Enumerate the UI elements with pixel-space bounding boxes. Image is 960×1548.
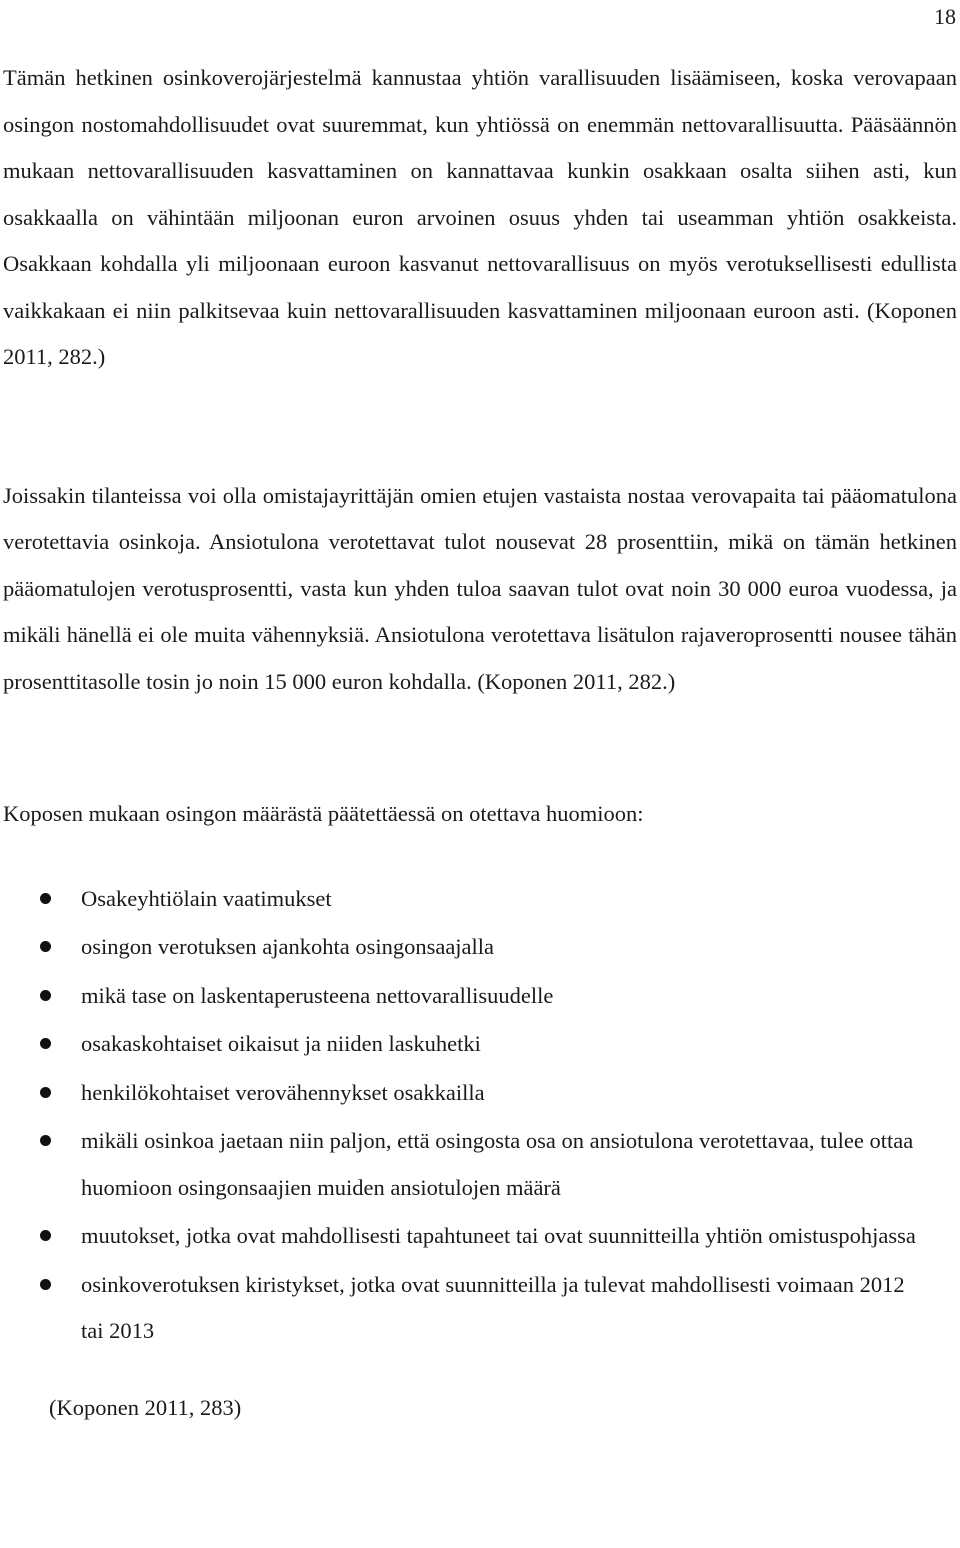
bullet-icon [40,1087,51,1098]
list-item-text: osinkoverotuksen kiristykset, jotka ovat suunnitteilla ja tulevat mahdollisesti voimaan 2012 tai 2013 [81,1271,905,1343]
bullet-icon [40,941,51,952]
list-item [3,1213,957,1260]
bullet-icon [40,1135,51,1146]
list-item-text: osakaskohtaiset oikaisut ja niiden laskuhetki [81,1031,481,1056]
list-item-text: osingon verotuksen ajankohta osingonsaajalla [81,934,495,959]
list-item [3,1021,957,1068]
list-item-text: mikä tase on laskentaperusteena nettovarallisuudelle [81,982,554,1008]
page-number: 18 [934,4,956,29]
bullet-icon [40,893,51,904]
paragraph-dividend-tax-system: Tämän hetkinen osinkoverojärjestelmä kannustaa yhtiön varallisuuden lisäämiseen, koska verovapaan osingon nostomahdollisuudet ovat suuremmat, kun yhtiössä on enemmän nettovarallisuutta. Pääsäännön mukaan nettovarallisuuden kasvattaminen on kannattavaa kunkin osakkaan osalta siihen asti, kun osakkaalla on vähintään miljoonan euron arvoinen osuus yhden tai useamman yhtiön osakkeista. Osakkaan kohdalla yli miljoonaan euroon kasvanut nettovarallisuus on myös verotuksellisesti edullista vaikkakaan ei niin palkitsevaa kuin nettovarallisuuden kasvattaminen miljoonaan euroon asti. (Koponen 2011, 282.) [3,65,957,369]
list-item-text: Osakeyhtiölain vaatimukset [81,885,332,911]
paragraph-earned-income-tax: Joissakin tilanteissa voi olla omistajayrittäjän omien etujen vastaista nostaa verovapaita tai pääomatulona verotettavia osinkoja. Ansiotulona verotettavat tulot nousevat 28 prosenttiin, mikä on tämän hetkinen pääomatulojen verotusprosentti, vasta kun yhden tuloa saavan tulot ovat noin 30 000 euroa vuodessa, ja mikäli hänellä ei ole muita vähennyksiä. Ansiotulona verotettava lisätulon rajaveroprosentti nousee tähän prosenttitasolle tosin jo noin 15 000 euron kohdalla. (Koponen 2011, 282.) [3,482,957,694]
bullet-icon [40,990,51,1001]
bullet-icon [40,1230,51,1241]
list-item-text: henkilökohtaiset verovähennykset osakkailla [81,1079,485,1105]
list-item-text: mikäli osinkoa jaetaan niin paljon, että osingosta osa on ansiotulona verotettavaa, tulee ottaa huomioon osingonsaajien muiden ansiotulojen määrä [81,1128,914,1200]
list-item [3,1070,957,1117]
paragraph-list-intro: Koposen mukaan osingon määrästä päätettäessä on otettava huomioon: [3,801,644,826]
document-body [3,55,957,1431]
list-item [3,876,957,923]
citation: (Koponen 2011, 283) [49,1394,242,1420]
bullet-icon [40,1279,51,1290]
list-item [3,924,957,971]
list-item [3,1118,957,1211]
considerations-list [3,876,957,1355]
list-item [3,1262,957,1355]
bullet-icon [40,1038,51,1049]
list-item [3,973,957,1020]
list-item-text: muutokset, jotka ovat mahdollisesti tapahtuneet tai ovat suunnitteilla yhtiön omistuspohjassa [81,1223,916,1248]
